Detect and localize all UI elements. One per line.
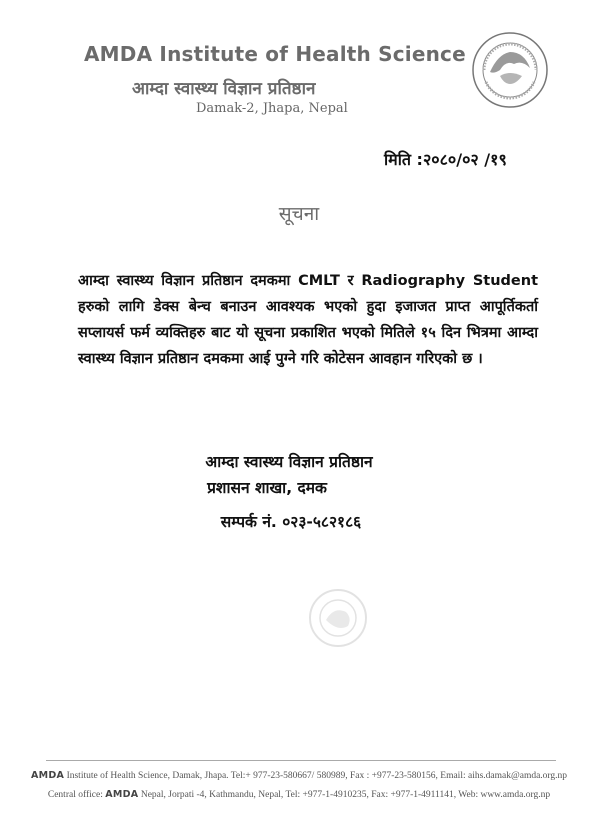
faint-stamp <box>306 586 370 650</box>
notice-date: मिति :२०८०/०२ /१९ <box>384 150 507 169</box>
signature-department: प्रशासन शाखा, दमक <box>207 479 327 497</box>
signature-contact: सम्पर्क नं. ०२३-५८२१८६ <box>220 513 362 531</box>
footer-divider <box>46 760 556 761</box>
institute-address: Damak-2, Jhapa, Nepal <box>196 101 348 116</box>
footer-central-office-line <box>0 789 598 800</box>
footer-contact-text: Institute of Health Science, Damak, Jhapa. Tel:+ 977-23-580667/ 580989, Fax : +977-23-580156, Email: aihs.damak@amda.org.np <box>66 771 568 781</box>
institute-title-nepali: आम्दा स्वास्थ्य विज्ञान प्रतिष्ठान <box>132 79 316 99</box>
signature-institute: आम्दा स्वास्थ्य विज्ञान प्रतिष्ठान <box>205 453 373 471</box>
footer-central-office-label: Central office: <box>47 790 103 800</box>
institute-seal-logo <box>470 30 550 110</box>
notice-heading: सूचना <box>278 203 320 225</box>
institute-title: AMDA Institute of Health Science <box>84 42 466 66</box>
footer-central-office-text: Nepal, Jorpati -4, Kathmandu, Nepal, Tel: +977-1-4910235, Fax: +977-1-4911141, Web: www.amda.org.np <box>140 790 551 800</box>
notice-body: आम्दा स्वास्थ्य विज्ञान प्रतिष्ठान दमकमा CMLT र Radiography Student हरुको लागि डेक्स बेन्च बनाउन आवश्यक भएको हुदा इजाजत प्राप्त आपूर्तिकर्ता सप्लायर्स फर्म व्यक्तिहरु बाट यो सूचना प्रकाशित भएको मितिले १५ दिन भित्रमा आम्दा स्वास्थ्य विज्ञान प्रतिष्ठान दमकमा आई पुग्ने गरि कोटेसन आवहान गरिएको छ । <box>78 273 538 367</box>
footer-contact-line <box>0 770 598 781</box>
footer-amda-logo-2: AMDA <box>105 789 139 800</box>
footer-amda-logo: AMDA <box>30 770 65 781</box>
